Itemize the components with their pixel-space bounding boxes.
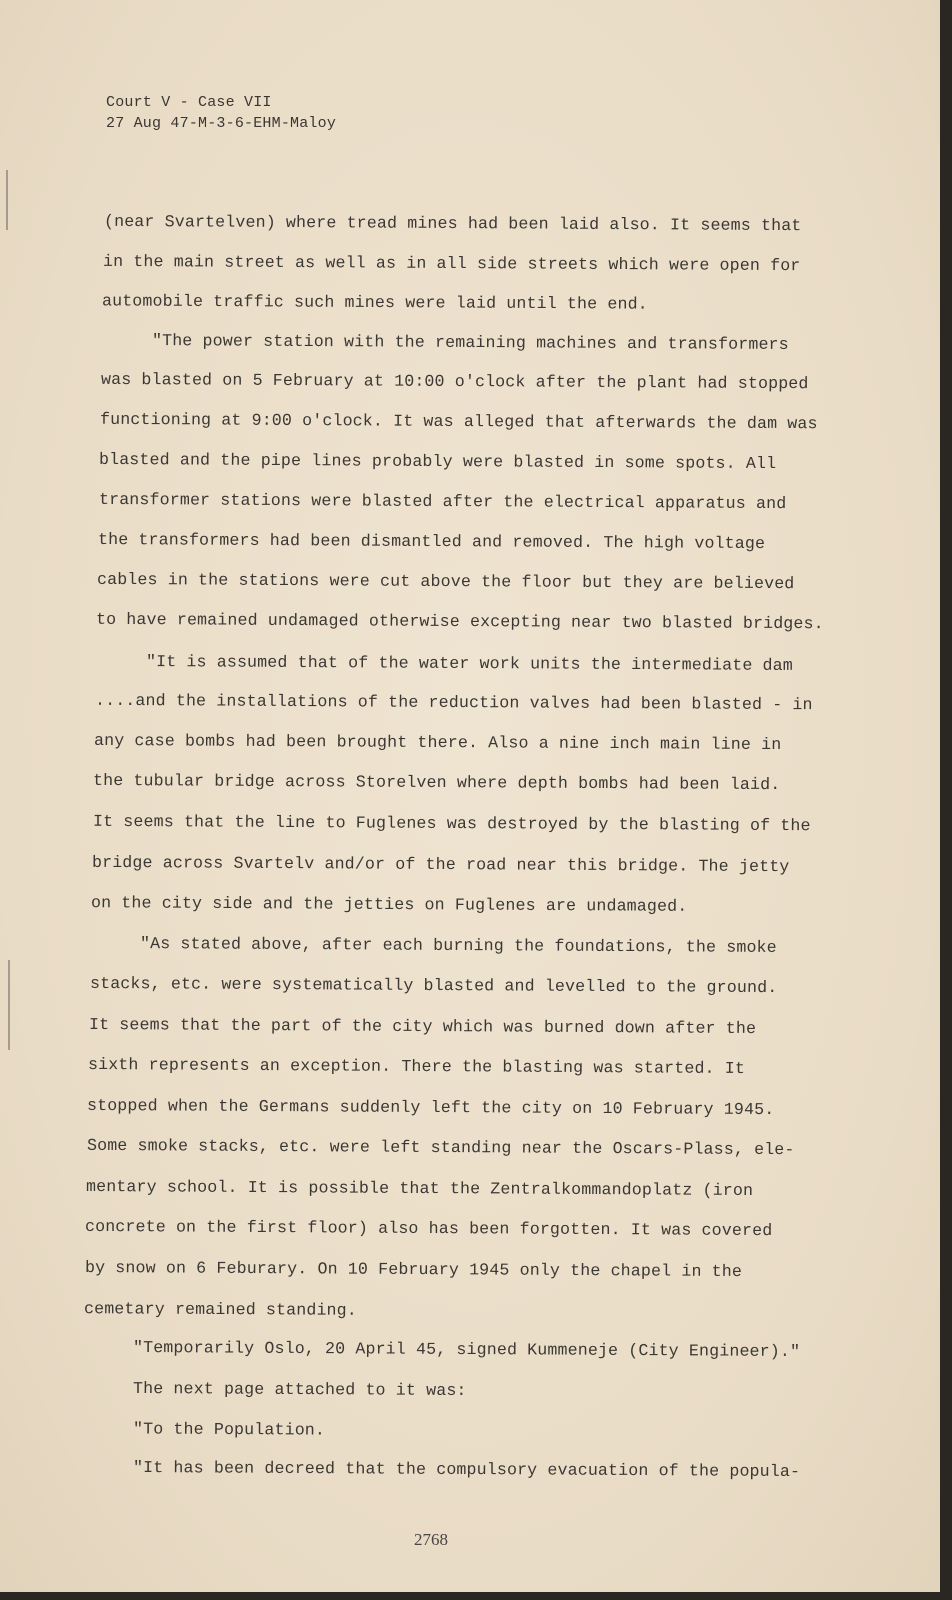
body-line: cemetary remained standing. [83, 1299, 357, 1320]
body-line: mentary school. It is possible that the Zentralkommandoplatz (iron [85, 1176, 754, 1201]
body-line: "As stated above, after each burning the foundations, the smoke [139, 934, 777, 957]
body-line: "It is assumed that of the water work units the intermediate dam [145, 652, 793, 675]
body-line: "Temporarily Oslo, 20 April 45, signed Kummeneje (City Engineer)." [132, 1337, 801, 1362]
body-line: Some smoke stacks, etc. were left standing near the Oscars-Plass, ele- [86, 1135, 795, 1160]
body-line: the transformers had been dismantled and removed. The high voltage [97, 529, 766, 554]
body-line: was blasted on 5 February at 10:00 o'clock after the plant had stopped [100, 369, 809, 394]
body-line: concrete on the first floor) also has been forgotten. It was covered [84, 1216, 773, 1241]
body-line: bridge across Svartelv and/or of the road near this bridge. The jetty [91, 852, 790, 877]
page-number: 2768 [414, 1530, 448, 1549]
header-date-reference: 27 Aug 47-M-3-6-EHM-Maloy [106, 115, 337, 132]
body-line: transformer stations were blasted after the electrical apparatus and [98, 489, 787, 514]
body-line: The next page attached to it was: [132, 1378, 467, 1401]
body-line: any case bombs had been brought there. Also a nine inch main line in [93, 730, 782, 755]
body-line: functioning at 9:00 o'clock. It was alleged that afterwards the dam was [99, 409, 818, 434]
body-line: in the main street as well as in all side streets which were open for [102, 251, 801, 276]
body-line: blasted and the pipe lines probably were blasted in some spots. All [98, 449, 777, 474]
margin-mark [6, 170, 8, 230]
body-line: "To the Population. [132, 1419, 326, 1440]
body-line: ....and the installations of the reduction valves had been blasted - in [94, 690, 813, 715]
body-line: by snow on 6 Feburary. On 10 February 1945 only the chapel in the [84, 1257, 743, 1282]
body-line: It seems that the part of the city which was burned down after the [88, 1014, 757, 1039]
body-line: stacks, etc. were systematically blasted and levelled to the ground. [89, 973, 778, 998]
header-court-case: Court V - Case VII [106, 94, 272, 111]
body-line: the tubular bridge across Storelven where depth bombs had been laid. [92, 770, 781, 795]
body-line: "The power station with the remaining machines and transformers [151, 331, 789, 354]
body-line: stopped when the Germans suddenly left the city on 10 February 1945. [86, 1095, 775, 1120]
body-line: sixth represents an exception. There the blasting was started. It [87, 1054, 746, 1079]
body-line: (near Svartelven) where tread mines had been laid also. It seems that [103, 211, 802, 236]
document-header [106, 92, 336, 134]
body-line: on the city side and the jetties on Fuglenes are undamaged. [90, 893, 688, 916]
body-line: automobile traffic such mines were laid until the end. [101, 291, 648, 314]
body-line: to have remained undamaged otherwise excepting near two blasted bridges. [95, 609, 824, 634]
body-line: "It has been decreed that the compulsory evacuation of the popula- [132, 1457, 801, 1482]
body-line: cables in the stations were cut above the floor but they are believed [96, 569, 795, 594]
margin-mark [8, 960, 10, 1050]
body-line: It seems that the line to Fuglenes was destroyed by the blasting of the [92, 811, 811, 836]
